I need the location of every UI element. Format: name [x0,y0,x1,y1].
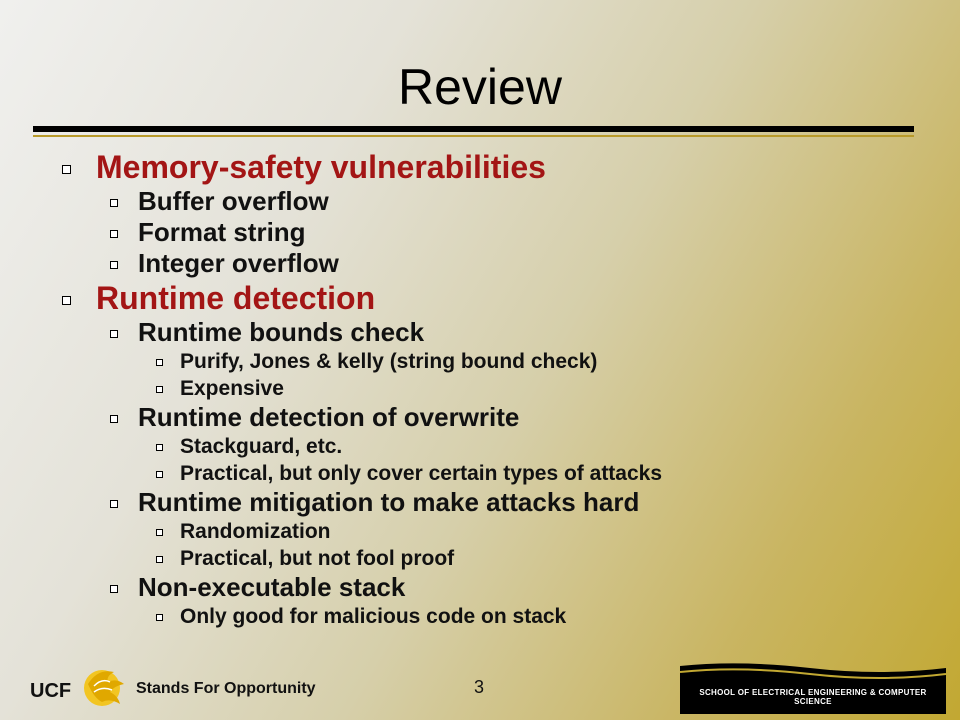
bullet-purify: Purify, Jones & kelly (string bound check) [0,348,960,375]
bullet-list [0,148,960,630]
bullet-malicious-code: Only good for malicious code on stack [0,603,960,630]
page-number: 3 [474,677,485,697]
square-bullet-icon [62,296,71,305]
pegasus-logo-icon [80,662,130,712]
title-rule [33,126,914,132]
tagline: Stands For Opportunity [136,680,316,697]
bullet-integer-overflow: Integer overflow [0,248,960,279]
square-bullet-icon [62,165,71,174]
slide-title: Review [398,59,562,115]
bullet-memory-safety: Memory-safety vulnerabilities [0,148,960,186]
bullet-overwrite-detection: Runtime detection of overwrite [0,402,960,433]
square-bullet-icon [156,471,163,478]
square-bullet-icon [156,556,163,563]
bullet-stackguard: Stackguard, etc. [0,433,960,460]
square-bullet-icon [156,359,163,366]
bullet-mitigation: Runtime mitigation to make attacks hard [0,487,960,518]
bullet-buffer-overflow: Buffer overflow [0,186,960,217]
square-bullet-icon [156,444,163,451]
bullet-format-string: Format string [0,217,960,248]
bullet-randomization: Randomization [0,518,960,545]
square-bullet-icon [110,261,118,269]
title-rule-accent [33,135,914,137]
bullet-practical-partial: Practical, but only cover certain types of attacks [0,460,960,487]
square-bullet-icon [110,199,118,207]
bullet-bounds-check: Runtime bounds check [0,317,960,348]
square-bullet-icon [110,500,118,508]
square-bullet-icon [110,415,118,423]
bullet-nonexec-stack: Non-executable stack [0,572,960,603]
square-bullet-icon [156,386,163,393]
bullet-not-foolproof: Practical, but not fool proof [0,545,960,572]
square-bullet-icon [110,230,118,238]
bullet-runtime-detection: Runtime detection [0,279,960,317]
school-name: SCHOOL OF ELECTRICAL ENGINEERING & COMPUTER SCIENCE [699,688,927,706]
ucf-logo-text: UCF [30,680,72,702]
square-bullet-icon [110,330,118,338]
square-bullet-icon [156,614,163,621]
bullet-expensive: Expensive [0,375,960,402]
square-bullet-icon [156,529,163,536]
square-bullet-icon [110,585,118,593]
